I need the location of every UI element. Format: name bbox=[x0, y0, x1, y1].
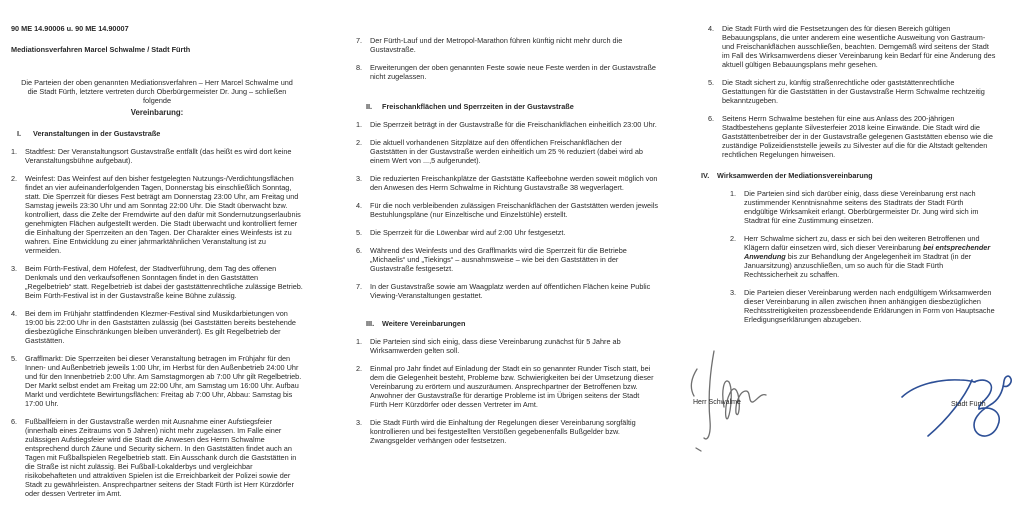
list-item bbox=[11, 354, 303, 408]
item-number: 7. bbox=[356, 36, 363, 45]
item-text: In der Gustavstraße sowie am Waagplatz werden auf öffentlichen Flächen keine Public Viewing-Veranstaltungen gestattet. bbox=[370, 282, 651, 300]
document-column-2 bbox=[356, 0, 658, 454]
list-item bbox=[356, 120, 658, 129]
item-text: Seitens Herrn Schwalme bestehen für eine aus Anlass des 200-jährigen Stadtbestehens geplante Silvesterfeier 2018 keine Einwände. Die Stadt wird die Gaststättenbetreiber der in der Gustavstraße gelegenen Gaststätten ebenso wie die zuständige Polizeidienststelle jeweils zu Silvester auf die für die Altstadt geltenden rechtlichen Regelungen hinweisen. bbox=[722, 114, 993, 159]
document-column-3 bbox=[701, 0, 998, 333]
item-number: 8. bbox=[356, 63, 363, 72]
document-column-1 bbox=[11, 0, 303, 507]
item-text: Die Sperrzeit für die Löwenbar wird auf 2:00 Uhr festgesetzt. bbox=[370, 228, 566, 237]
item-text: Die Sperrzeit beträgt in der Gustavstraße für die Freischankflächen einheitlich 23:00 Uhr. bbox=[370, 120, 657, 129]
item-text: Weinfest: Das Weinfest auf den bisher festgelegten Nutzungs-/Verdichtungsflächen findet an vier aufeinanderfolgenden Tagen, Donnerstag bis einschließlich Sonntag, statt. Die Sperrzeit für dieses Fest beträgt am Donnerstag 23:00 Uhr, am Freitag und Samstag jeweils 23:30 Uhr und am Sonntag 22:00 Uhr. Die Stadt überwacht bzw. kontrolliert, dass die Zelte der Fremdwirte auf den dafür mit Sondernutzungserlaubnis genehmigten Flächen aufgestellt werden. Die Stadt überwacht und kontrolliert ferner die Einhaltung der Sperrzeiten an den Tagen. Der Charakter eines Weinfests ist zu wahren. Eine Entwicklung zu einer jahrmarktähnlichen Veranstaltung ist zu vermeiden. bbox=[25, 174, 301, 255]
item-number: 3. bbox=[11, 264, 18, 273]
section-number: II. bbox=[366, 102, 373, 111]
agreement-heading: Vereinbarung: bbox=[130, 108, 184, 117]
section-number: III. bbox=[366, 319, 375, 328]
item-number: 1. bbox=[356, 337, 363, 346]
item-text: Für die noch verbleibenden zulässigen Freischankflächen der Gaststätten werden jeweils Bestuhlungspläne (nur Einzeltische und Einzelstühle) erstellt. bbox=[370, 201, 658, 219]
item-text: Die Parteien sind sich einig, dass diese Vereinbarung zunächst für 5 Jahre ab Wirksamwerden gelten soll. bbox=[370, 337, 621, 355]
item-number: 1. bbox=[730, 189, 737, 198]
list-item bbox=[356, 282, 658, 300]
section-heading-1 bbox=[17, 129, 303, 138]
item-text-post: bis zur Behandlung der Angelegenheit im Stadtrat (in der Januarsitzung) anzuschließen, um so auch für die Stadt Fürth Rechtssicherheit zu schaffen. bbox=[744, 252, 972, 279]
list-item bbox=[356, 36, 658, 54]
list-item bbox=[730, 288, 998, 324]
item-text: Grafflmarkt: Die Sperrzeiten bei dieser Veranstaltung betragen im Frühjahr für den Innen- und Außenbetrieb jeweils 1:00 Uhr, im Herbst für den Außenbetrieb 24:00 Uhr und für den Innenbetrieb 2:00 Uhr. Am Samstagmorgen ab 7:00 Uhr gilt Regelbetrieb. Der Markt selbst endet am Freitag um 22:00 Uhr, am Samstag um 16:00 Uhr. Aufbau Markt und verdichtete Bewirtungsflächen: Freitag ab 7:00 Uhr, Abbau: Samstag bis 17:00 Uhr. bbox=[25, 354, 302, 408]
item-number: 3. bbox=[730, 288, 737, 297]
list-item bbox=[11, 264, 303, 300]
item-number: 5. bbox=[11, 354, 18, 363]
list-item bbox=[730, 234, 998, 279]
list-item bbox=[701, 78, 998, 105]
section-title: Freischankflächen und Sperrzeiten in der Gustavstraße bbox=[382, 102, 574, 111]
item-text: Einmal pro Jahr findet auf Einladung der Stadt ein so genannter Runder Tisch statt, bei dem die Gelegenheit besteht, Probleme bzw. Schwierigkeiten bei der Umsetzung dieser Vereinbarung zu erörtern und auszuräumen. Ansprechpartner der Betroffenen bzw. Anwohner der Gustavstraße für derartige Probleme ist im Übrigen seitens der Stadt Fürth Herr Kürzdörfer oder dessen Vertreter im Amt. bbox=[370, 364, 654, 409]
item-text: Die Parteien dieser Vereinbarung werden nach endgültigem Wirksamwerden dieser Vereinbarung in allen zwischen ihnen anhängigen diesbezüglichen Rechtsstreitigkeiten prozessbeendende Erklärungen in Form von Hauptsache Erledigungserklärungen abzugeben. bbox=[744, 288, 995, 324]
case-number: 90 ME 14.90006 u. 90 ME 14.90007 bbox=[11, 24, 129, 33]
list-item bbox=[11, 147, 303, 165]
item-text: Die Stadt sichert zu, künftig straßenrechtliche oder gaststättenrechtliche Gestattungen für die Gaststätten in der Gustavstraße Herrn Schwalme rechtzeitig bekanntzugeben. bbox=[722, 78, 985, 105]
list-item bbox=[356, 201, 658, 219]
list-item bbox=[356, 138, 658, 165]
item-text: Erweiterungen der oben genannten Feste sowie neue Feste werden in der Gustavstraße nicht zugelassen. bbox=[370, 63, 656, 81]
list-item bbox=[356, 228, 658, 237]
item-number: 3. bbox=[356, 174, 363, 183]
item-text: Der Fürth-Lauf und der Metropol-Marathon führen künftig nicht mehr durch die Gustavstraße. bbox=[370, 36, 623, 54]
section-title: Veranstaltungen in der Gustavstraße bbox=[33, 129, 161, 138]
section-heading-4 bbox=[701, 171, 998, 180]
section-number: IV. bbox=[701, 171, 710, 180]
signature-label-stadt-fuerth: Stadt Fürth bbox=[951, 401, 986, 408]
item-text: Stadtfest: Der Veranstaltungsort Gustavstraße entfällt (das heißt es wird dort keine Veranstaltungsbühne aufgebaut). bbox=[25, 147, 292, 165]
item-number: 5. bbox=[356, 228, 363, 237]
item-text: Beim Fürth-Festival, dem Höfefest, der Stadtverführung, dem Tag des offenen Denkmals und den verkaufsoffenen Sonntagen findet in den Gaststätten „Regelbetrieb“ statt. Regelbetrieb ist dabei der gaststättenrechtliche zulässige Betrieb. Beim Fürth-Festival ist in der Gustavstraße keine Bühne zulässig. bbox=[25, 264, 303, 300]
item-text: Bei dem im Frühjahr stattfindenden Klezmer-Festival sind Musikdarbietungen von 19:00 bis 22:00 Uhr in den Gaststätten zulässig (bei Gaststätten bereits bestehende diesbezügliche Einschränkungen bleiben unverändert). Es gilt Regelbetrieb der Gaststätten. bbox=[25, 309, 296, 345]
item-number: 6. bbox=[708, 114, 715, 123]
intro-paragraph: Die Parteien der oben genannten Mediationsverfahren – Herr Marcel Schwalme und die Stadt Fürth, letztere vertreten durch Oberbürgermeister Dr. Jung – schließen folgende bbox=[21, 78, 293, 105]
item-text: Die Parteien sind sich darüber einig, dass diese Vereinbarung erst nach zustimmender Kenntnisnahme seitens des Stadtrats der Stadt Fürth endgültige Wirksamkeit erlangt. Oberbürgermeister Dr. Jung wird sich im Stadtrat für eine Zustimmung einsetzen. bbox=[744, 189, 979, 225]
item-text: Die Stadt Fürth wird die Einhaltung der Regelungen dieser Vereinbarung sorgfältig kontrollieren und bei festgestellten Verstößen gegebenenfalls Bußgelder bzw. Zwangsgelder verhängen oder festsetzen. bbox=[370, 418, 636, 445]
item-number: 2. bbox=[356, 138, 363, 147]
item-number: 2. bbox=[11, 174, 18, 183]
section-title: Weitere Vereinbarungen bbox=[382, 319, 466, 328]
item-number: 4. bbox=[356, 201, 363, 210]
item-text-emphasis: bei entsprechender Anwendung bbox=[744, 243, 991, 261]
list-item bbox=[11, 417, 303, 498]
section-heading-2 bbox=[366, 102, 658, 111]
item-text: Während des Weinfests und des Grafflmarkts wird die Sperrzeit für die Betriebe „Michaelis“ und „Tiekings“ – ausnahmsweise – wie bei den Gaststätten in der Gustavstraße festgesetzt. bbox=[370, 246, 627, 273]
list-item bbox=[356, 246, 658, 273]
item-number: 4. bbox=[708, 24, 715, 33]
section-title: Wirksamwerden der Mediationsvereinbarung bbox=[717, 171, 873, 180]
list-item bbox=[701, 24, 998, 69]
list-item bbox=[356, 174, 658, 192]
item-number: 7. bbox=[356, 282, 363, 291]
document-title: Mediationsverfahren Marcel Schwalme / Stadt Fürth bbox=[11, 45, 191, 54]
list-item bbox=[11, 174, 303, 255]
item-text: Fußballfeiern in der Gustavstraße werden mit Ausnahme einer Aufstiegsfeier (innerhalb eines Zeitraums von 5 Jahren) nicht mehr zugelassen. Im Falle einer zulässigen Aufstiegsfeier wird die Stadt die Anwesen des Herrn Schwalme entsprechend durch Zäune und Security sichern. In den Gaststätten findet auch an Tagen mit Fußballspielen Regelbetrieb statt. Ein Ausschank durch die Gaststätten in die Straße ist nicht zulässig. Bei Fußball-Lokalderbys und vergleichbar risikobehafteten und attraktiven Spielen ist die Erreichbarkeit der Polizei sowie der Stadt zu gewährleisten. Ansprechpartner seitens der Stadt Fürth ist Herr Kürzdörfer oder dessen Vertreter im Amt. bbox=[25, 417, 297, 498]
section-number: I. bbox=[17, 129, 22, 138]
signature-label-schwalme: Herr Schwalme bbox=[693, 399, 741, 406]
item-number: 6. bbox=[356, 246, 363, 255]
item-number: 6. bbox=[11, 417, 18, 426]
item-text: Die reduzierten Freischankplätze der Gaststätte Kaffeebohne werden soweit möglich von den Anwesen des Herrn Schwalme in Richtung Gustavstraße 38 wegverlagert. bbox=[370, 174, 658, 192]
item-text: Die Stadt Fürth wird die Festsetzungen des für diesen Bereich gültigen Bebauungsplans, die unter anderem eine wesentliche Ausweitung von Gastraum- und Freischankflächen ausschließen, beachten. Demgemäß wird seitens der Stadt im Fall des Wirksamwerdens dieser Vereinbarung kein Bedarf für eine Änderung des aktuell gültigen Bebauungsplans mehr gesehen. bbox=[722, 24, 996, 69]
list-item bbox=[11, 309, 303, 345]
item-text: Die aktuell vorhandenen Sitzplätze auf den öffentlichen Freischankflächen der Gaststätten in der Gustavstraße werden einheitlich um 25 % reduziert (dabei wird ab einem Wert von ...,5 aufgerundet). bbox=[370, 138, 643, 165]
list-item bbox=[356, 63, 658, 81]
item-number: 4. bbox=[11, 309, 18, 318]
list-item bbox=[730, 189, 998, 225]
list-item bbox=[701, 114, 998, 159]
item-number: 1. bbox=[356, 120, 363, 129]
item-number: 3. bbox=[356, 418, 363, 427]
item-number: 1. bbox=[11, 147, 18, 156]
list-item bbox=[356, 364, 658, 409]
item-number: 2. bbox=[356, 364, 363, 373]
item-text-pre: Herr Schwalme sichert zu, dass er sich bei den weiteren Betroffenen und Klägern dafür einsetzen wird, sich dieser Vereinbarung bbox=[744, 234, 980, 252]
item-number: 5. bbox=[708, 78, 715, 87]
item-number: 2. bbox=[730, 234, 737, 243]
list-item bbox=[356, 418, 658, 445]
item-text bbox=[744, 234, 998, 279]
section-heading-3 bbox=[366, 319, 658, 328]
list-item bbox=[356, 337, 658, 355]
